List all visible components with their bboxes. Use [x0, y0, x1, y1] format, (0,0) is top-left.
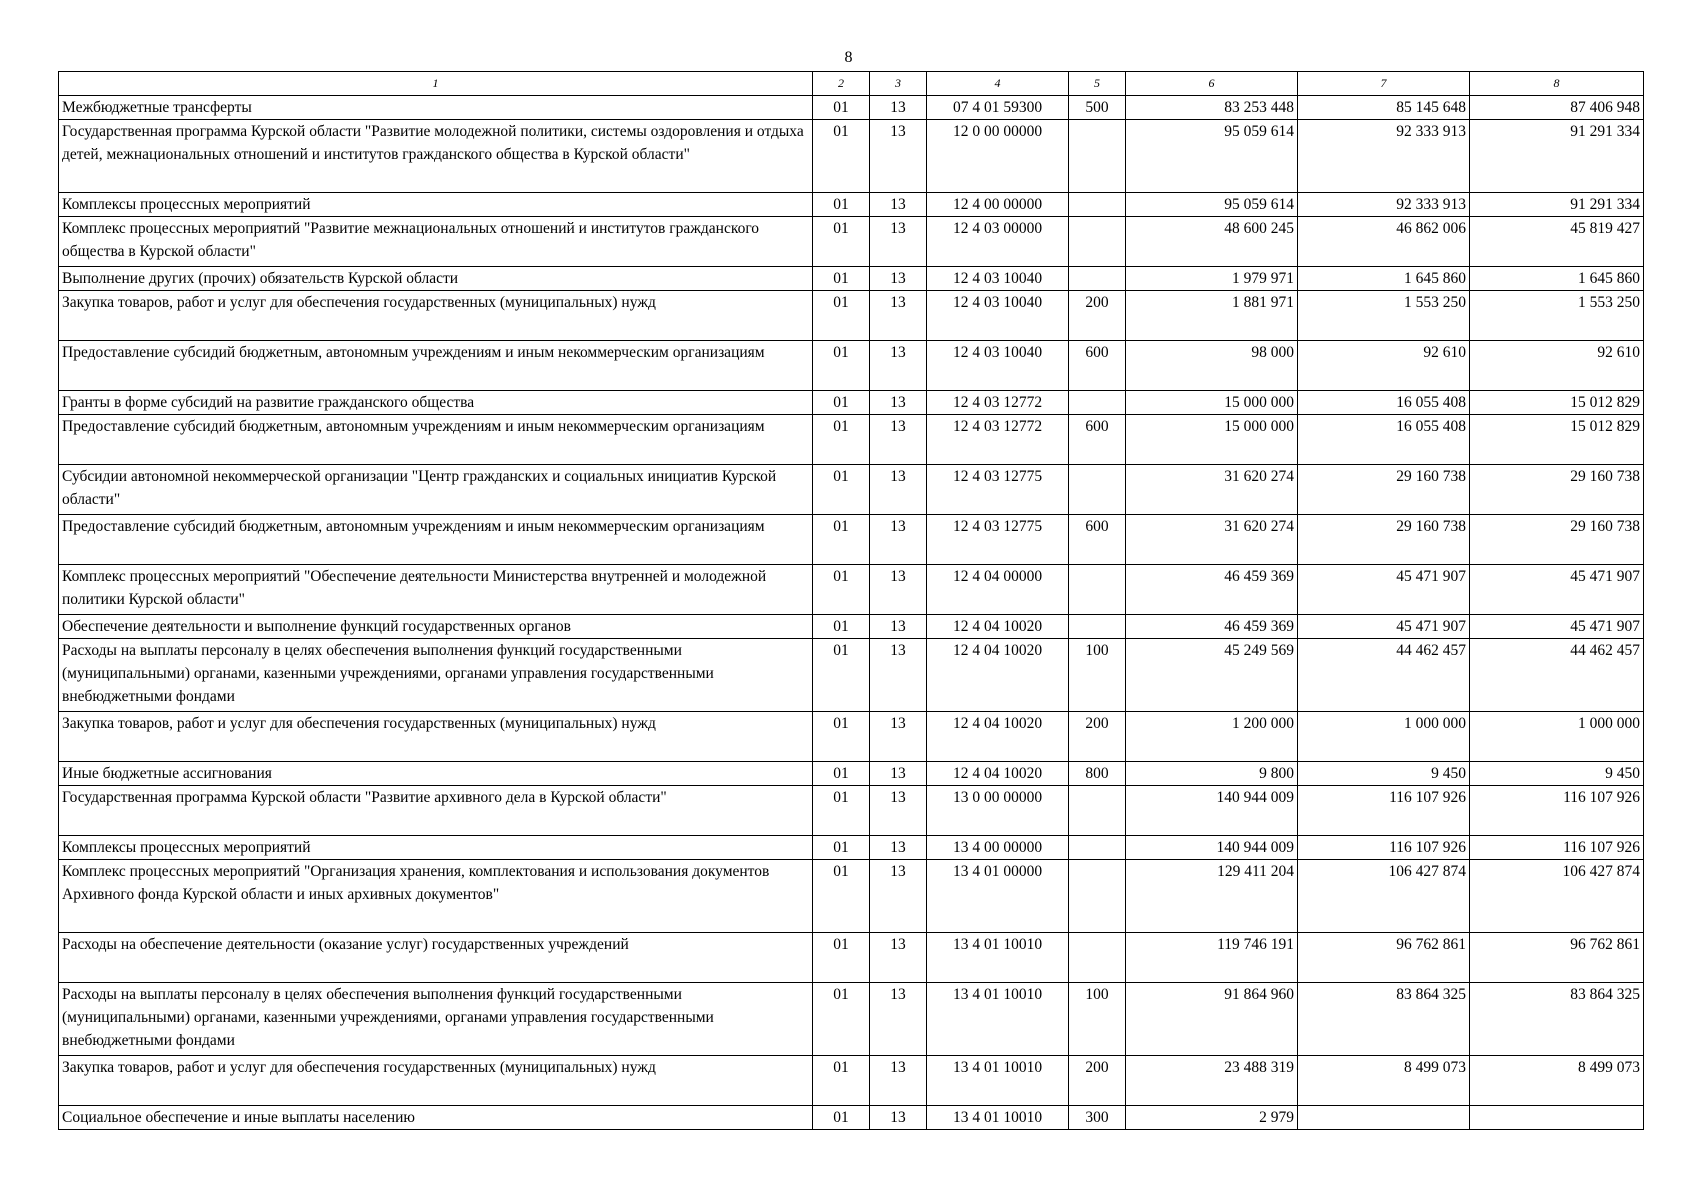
header-cell: 3	[870, 72, 927, 96]
section-code-cell: 01	[813, 615, 870, 639]
amount-col8-cell: 44 462 457	[1470, 639, 1644, 712]
table-row	[59, 1056, 1644, 1106]
subsection-code-cell: 13	[870, 639, 927, 712]
amount-col8-cell: 29 160 738	[1470, 465, 1644, 515]
amount-col6-cell: 46 459 369	[1126, 615, 1298, 639]
amount-col8-cell: 87 406 948	[1470, 96, 1644, 120]
name-cell: Социальное обеспечение и иные выплаты населению	[59, 1106, 813, 1130]
section-code-cell: 01	[813, 786, 870, 836]
subsection-code-cell: 13	[870, 712, 927, 762]
header-cell: 8	[1470, 72, 1644, 96]
expense-type-cell: 600	[1069, 415, 1126, 465]
subsection-code-cell: 13	[870, 120, 927, 193]
name-cell: Комплекс процессных мероприятий "Развитие межнациональных отношений и институтов гражданского общества в Курской области"	[59, 217, 813, 267]
expense-type-cell	[1069, 217, 1126, 267]
table-row	[59, 712, 1644, 762]
amount-col6-cell: 48 600 245	[1126, 217, 1298, 267]
section-code-cell: 01	[813, 217, 870, 267]
amount-col6-cell: 98 000	[1126, 341, 1298, 391]
table-row	[59, 615, 1644, 639]
name-cell: Комплексы процессных мероприятий	[59, 836, 813, 860]
expense-type-cell	[1069, 836, 1126, 860]
expense-type-cell	[1069, 465, 1126, 515]
table-row	[59, 120, 1644, 193]
amount-col7-cell: 16 055 408	[1298, 415, 1470, 465]
name-cell: Гранты в форме субсидий на развитие гражданского общества	[59, 391, 813, 415]
subsection-code-cell: 13	[870, 341, 927, 391]
table-row	[59, 860, 1644, 933]
subsection-code-cell: 13	[870, 565, 927, 615]
amount-col8-cell	[1470, 1106, 1644, 1130]
table-row	[59, 983, 1644, 1056]
amount-col8-cell: 106 427 874	[1470, 860, 1644, 933]
expense-type-cell: 200	[1069, 712, 1126, 762]
expense-type-cell: 600	[1069, 341, 1126, 391]
amount-col6-cell: 91 864 960	[1126, 983, 1298, 1056]
table-row	[59, 786, 1644, 836]
budget-table	[58, 71, 1644, 1130]
name-cell: Субсидии автономной некоммерческой организации "Центр гражданских и социальных инициатив Курской области"	[59, 465, 813, 515]
section-code-cell: 01	[813, 415, 870, 465]
target-article-cell: 12 4 03 12775	[927, 515, 1069, 565]
section-code-cell: 01	[813, 639, 870, 712]
target-article-cell: 12 4 03 12772	[927, 391, 1069, 415]
subsection-code-cell: 13	[870, 193, 927, 217]
amount-col7-cell: 92 333 913	[1298, 120, 1470, 193]
subsection-code-cell: 13	[870, 267, 927, 291]
amount-col7-cell: 92 333 913	[1298, 193, 1470, 217]
amount-col8-cell: 1 553 250	[1470, 291, 1644, 341]
header-cell: 5	[1069, 72, 1126, 96]
amount-col6-cell: 140 944 009	[1126, 836, 1298, 860]
target-article-cell: 12 4 03 12772	[927, 415, 1069, 465]
target-article-cell: 12 4 04 10020	[927, 639, 1069, 712]
target-article-cell: 07 4 01 59300	[927, 96, 1069, 120]
amount-col8-cell: 45 819 427	[1470, 217, 1644, 267]
amount-col6-cell: 129 411 204	[1126, 860, 1298, 933]
amount-col8-cell: 116 107 926	[1470, 786, 1644, 836]
table-row	[59, 762, 1644, 786]
section-code-cell: 01	[813, 341, 870, 391]
table-row	[59, 415, 1644, 465]
section-code-cell: 01	[813, 96, 870, 120]
amount-col6-cell: 15 000 000	[1126, 391, 1298, 415]
section-code-cell: 01	[813, 836, 870, 860]
target-article-cell: 13 4 01 00000	[927, 860, 1069, 933]
amount-col7-cell: 85 145 648	[1298, 96, 1470, 120]
section-code-cell: 01	[813, 267, 870, 291]
expense-type-cell	[1069, 193, 1126, 217]
name-cell: Государственная программа Курской области "Развитие молодежной политики, системы оздоровления и отдыха детей, межнациональных отношений и институтов гражданского общества в Курской области"	[59, 120, 813, 193]
subsection-code-cell: 13	[870, 1056, 927, 1106]
name-cell: Комплекс процессных мероприятий "Организация хранения, комплектования и использования документов Архивного фонда Курской области и иных архивных документов"	[59, 860, 813, 933]
amount-col6-cell: 31 620 274	[1126, 465, 1298, 515]
amount-col7-cell	[1298, 1106, 1470, 1130]
table-row	[59, 515, 1644, 565]
amount-col8-cell: 9 450	[1470, 762, 1644, 786]
name-cell: Обеспечение деятельности и выполнение функций государственных органов	[59, 615, 813, 639]
amount-col6-cell: 15 000 000	[1126, 415, 1298, 465]
name-cell: Расходы на обеспечение деятельности (оказание услуг) государственных учреждений	[59, 933, 813, 983]
amount-col6-cell: 46 459 369	[1126, 565, 1298, 615]
table-row	[59, 933, 1644, 983]
expense-type-cell: 600	[1069, 515, 1126, 565]
target-article-cell: 12 0 00 00000	[927, 120, 1069, 193]
amount-col6-cell: 31 620 274	[1126, 515, 1298, 565]
amount-col6-cell: 1 881 971	[1126, 291, 1298, 341]
amount-col7-cell: 16 055 408	[1298, 391, 1470, 415]
target-article-cell: 12 4 03 10040	[927, 267, 1069, 291]
target-article-cell: 12 4 04 10020	[927, 712, 1069, 762]
section-code-cell: 01	[813, 1106, 870, 1130]
table-row	[59, 836, 1644, 860]
name-cell: Выполнение других (прочих) обязательств Курской области	[59, 267, 813, 291]
target-article-cell: 13 4 01 10010	[927, 933, 1069, 983]
name-cell: Комплексы процессных мероприятий	[59, 193, 813, 217]
table-row	[59, 96, 1644, 120]
expense-type-cell: 300	[1069, 1106, 1126, 1130]
target-article-cell: 12 4 04 10020	[927, 762, 1069, 786]
amount-col6-cell: 95 059 614	[1126, 193, 1298, 217]
header-cell: 6	[1126, 72, 1298, 96]
section-code-cell: 01	[813, 193, 870, 217]
amount-col8-cell: 15 012 829	[1470, 415, 1644, 465]
target-article-cell: 13 4 00 00000	[927, 836, 1069, 860]
amount-col6-cell: 83 253 448	[1126, 96, 1298, 120]
amount-col8-cell: 45 471 907	[1470, 565, 1644, 615]
amount-col8-cell: 1 645 860	[1470, 267, 1644, 291]
subsection-code-cell: 13	[870, 465, 927, 515]
amount-col7-cell: 1 553 250	[1298, 291, 1470, 341]
amount-col7-cell: 45 471 907	[1298, 565, 1470, 615]
target-article-cell: 13 4 01 10010	[927, 983, 1069, 1056]
amount-col8-cell: 91 291 334	[1470, 120, 1644, 193]
subsection-code-cell: 13	[870, 762, 927, 786]
amount-col6-cell: 140 944 009	[1126, 786, 1298, 836]
amount-col8-cell: 15 012 829	[1470, 391, 1644, 415]
page-number: 8	[844, 49, 853, 66]
target-article-cell: 12 4 03 00000	[927, 217, 1069, 267]
amount-col8-cell: 116 107 926	[1470, 836, 1644, 860]
amount-col7-cell: 29 160 738	[1298, 465, 1470, 515]
section-code-cell: 01	[813, 120, 870, 193]
subsection-code-cell: 13	[870, 860, 927, 933]
expense-type-cell: 800	[1069, 762, 1126, 786]
name-cell: Комплекс процессных мероприятий "Обеспечение деятельности Министерства внутренней и молодежной политики Курской области"	[59, 565, 813, 615]
subsection-code-cell: 13	[870, 615, 927, 639]
table-row	[59, 1106, 1644, 1130]
target-article-cell: 13 4 01 10010	[927, 1106, 1069, 1130]
amount-col8-cell: 8 499 073	[1470, 1056, 1644, 1106]
amount-col7-cell: 96 762 861	[1298, 933, 1470, 983]
amount-col7-cell: 116 107 926	[1298, 836, 1470, 860]
amount-col8-cell: 29 160 738	[1470, 515, 1644, 565]
table-row	[59, 391, 1644, 415]
subsection-code-cell: 13	[870, 415, 927, 465]
target-article-cell: 13 0 00 00000	[927, 786, 1069, 836]
target-article-cell: 12 4 04 10020	[927, 615, 1069, 639]
expense-type-cell	[1069, 391, 1126, 415]
amount-col6-cell: 95 059 614	[1126, 120, 1298, 193]
header-cell: 4	[927, 72, 1069, 96]
name-cell: Расходы на выплаты персоналу в целях обеспечения выполнения функций государственными (муниципальными) органами, казенными учреждениями, органами управления государственными внебюджетными фондами	[59, 639, 813, 712]
amount-col7-cell: 116 107 926	[1298, 786, 1470, 836]
section-code-cell: 01	[813, 712, 870, 762]
expense-type-cell	[1069, 615, 1126, 639]
target-article-cell: 12 4 03 10040	[927, 291, 1069, 341]
target-article-cell: 12 4 04 00000	[927, 565, 1069, 615]
section-code-cell: 01	[813, 860, 870, 933]
amount-col8-cell: 91 291 334	[1470, 193, 1644, 217]
table-row	[59, 565, 1644, 615]
name-cell: Государственная программа Курской области "Развитие архивного дела в Курской области"	[59, 786, 813, 836]
amount-col6-cell: 9 800	[1126, 762, 1298, 786]
header-cell: 2	[813, 72, 870, 96]
name-cell: Закупка товаров, работ и услуг для обеспечения государственных (муниципальных) нужд	[59, 291, 813, 341]
name-cell: Иные бюджетные ассигнования	[59, 762, 813, 786]
table-row	[59, 465, 1644, 515]
header-row	[59, 72, 1644, 96]
amount-col7-cell: 46 862 006	[1298, 217, 1470, 267]
amount-col8-cell: 92 610	[1470, 341, 1644, 391]
name-cell: Расходы на выплаты персоналу в целях обеспечения выполнения функций государственными (муниципальными) органами, казенными учреждениями, органами управления государственными внебюджетными фондами	[59, 983, 813, 1056]
name-cell: Предоставление субсидий бюджетным, автономным учреждениям и иным некоммерческим организациям	[59, 415, 813, 465]
target-article-cell: 12 4 03 10040	[927, 341, 1069, 391]
section-code-cell: 01	[813, 983, 870, 1056]
expense-type-cell	[1069, 267, 1126, 291]
table-row	[59, 341, 1644, 391]
section-code-cell: 01	[813, 291, 870, 341]
amount-col7-cell: 83 864 325	[1298, 983, 1470, 1056]
header-cell: 7	[1298, 72, 1470, 96]
expense-type-cell	[1069, 860, 1126, 933]
amount-col6-cell: 1 979 971	[1126, 267, 1298, 291]
expense-type-cell	[1069, 120, 1126, 193]
subsection-code-cell: 13	[870, 96, 927, 120]
amount-col7-cell: 1 645 860	[1298, 267, 1470, 291]
expense-type-cell: 200	[1069, 1056, 1126, 1106]
subsection-code-cell: 13	[870, 217, 927, 267]
expense-type-cell: 100	[1069, 639, 1126, 712]
subsection-code-cell: 13	[870, 786, 927, 836]
table-row	[59, 267, 1644, 291]
expense-type-cell: 200	[1069, 291, 1126, 341]
section-code-cell: 01	[813, 933, 870, 983]
amount-col7-cell: 1 000 000	[1298, 712, 1470, 762]
amount-col6-cell: 45 249 569	[1126, 639, 1298, 712]
amount-col7-cell: 106 427 874	[1298, 860, 1470, 933]
name-cell: Закупка товаров, работ и услуг для обеспечения государственных (муниципальных) нужд	[59, 1056, 813, 1106]
table-row	[59, 217, 1644, 267]
amount-col6-cell: 119 746 191	[1126, 933, 1298, 983]
expense-type-cell: 500	[1069, 96, 1126, 120]
section-code-cell: 01	[813, 1056, 870, 1106]
amount-col6-cell: 23 488 319	[1126, 1056, 1298, 1106]
section-code-cell: 01	[813, 762, 870, 786]
section-code-cell: 01	[813, 515, 870, 565]
subsection-code-cell: 13	[870, 933, 927, 983]
amount-col7-cell: 44 462 457	[1298, 639, 1470, 712]
name-cell: Предоставление субсидий бюджетным, автономным учреждениям и иным некоммерческим организациям	[59, 341, 813, 391]
name-cell: Межбюджетные трансферты	[59, 96, 813, 120]
table-row	[59, 193, 1644, 217]
target-article-cell: 13 4 01 10010	[927, 1056, 1069, 1106]
amount-col8-cell: 83 864 325	[1470, 983, 1644, 1056]
amount-col6-cell: 1 200 000	[1126, 712, 1298, 762]
expense-type-cell	[1069, 565, 1126, 615]
target-article-cell: 12 4 03 12775	[927, 465, 1069, 515]
amount-col7-cell: 8 499 073	[1298, 1056, 1470, 1106]
table-row	[59, 291, 1644, 341]
subsection-code-cell: 13	[870, 836, 927, 860]
section-code-cell: 01	[813, 465, 870, 515]
subsection-code-cell: 13	[870, 391, 927, 415]
subsection-code-cell: 13	[870, 291, 927, 341]
amount-col6-cell: 2 979	[1126, 1106, 1298, 1130]
name-cell: Предоставление субсидий бюджетным, автономным учреждениям и иным некоммерческим организациям	[59, 515, 813, 565]
subsection-code-cell: 13	[870, 515, 927, 565]
subsection-code-cell: 13	[870, 1106, 927, 1130]
amount-col8-cell: 96 762 861	[1470, 933, 1644, 983]
expense-type-cell: 100	[1069, 983, 1126, 1056]
amount-col7-cell: 9 450	[1298, 762, 1470, 786]
header-cell: 1	[59, 72, 813, 96]
amount-col7-cell: 45 471 907	[1298, 615, 1470, 639]
expense-type-cell	[1069, 786, 1126, 836]
amount-col7-cell: 92 610	[1298, 341, 1470, 391]
section-code-cell: 01	[813, 391, 870, 415]
amount-col8-cell: 1 000 000	[1470, 712, 1644, 762]
amount-col8-cell: 45 471 907	[1470, 615, 1644, 639]
section-code-cell: 01	[813, 565, 870, 615]
target-article-cell: 12 4 00 00000	[927, 193, 1069, 217]
expense-type-cell	[1069, 933, 1126, 983]
subsection-code-cell: 13	[870, 983, 927, 1056]
table-row	[59, 639, 1644, 712]
name-cell: Закупка товаров, работ и услуг для обеспечения государственных (муниципальных) нужд	[59, 712, 813, 762]
amount-col7-cell: 29 160 738	[1298, 515, 1470, 565]
